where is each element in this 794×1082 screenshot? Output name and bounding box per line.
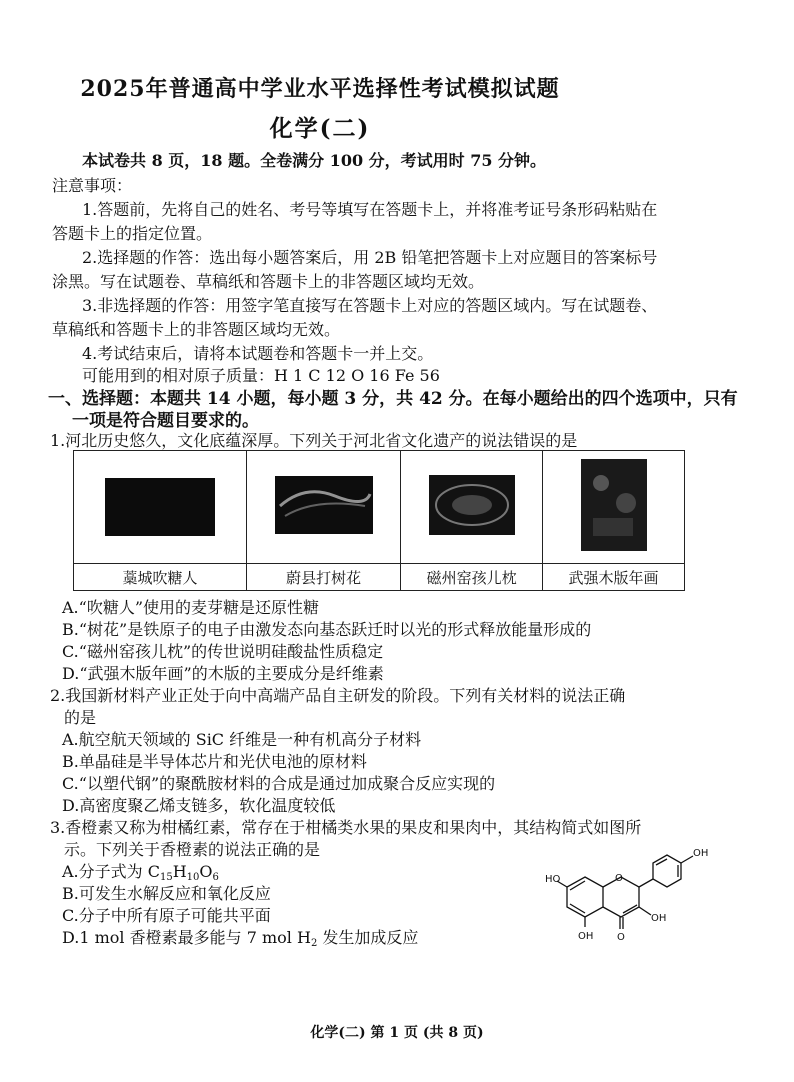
- section-heading: 一、选择题：本题共 14 小题，每小题 3 分，共 42 分。在每小题给出的四个选项中，只有: [48, 389, 738, 409]
- exam-title: 2025年普通高中学业水平选择性考试模拟试题: [80, 76, 560, 102]
- q2-option-d: D.高密度聚乙烯支链多，软化温度较低: [62, 796, 336, 815]
- heritage-photo-cell: [401, 451, 543, 564]
- iron-fireworks-photo: [275, 476, 373, 534]
- exam-subject: 化学(二): [269, 115, 371, 142]
- woodblock-print-photo: [571, 453, 657, 557]
- q3-option-c: C.分子中所有原子可能共平面: [62, 906, 271, 925]
- q3-option-d: D.1 mol 香橙素最多能与 7 mol $H_2$ 发生加成反应: [62, 928, 419, 949]
- atomic-mass-line: 可能用到的相对原子质量：H 1 C 12 O 16 Fe 56: [82, 366, 440, 385]
- caption-cell: 磁州窑孩儿枕: [401, 564, 543, 591]
- heritage-photo-cell: [74, 451, 247, 564]
- q2-option-c: C.“以塑代钢”的聚酰胺材料的合成是通过加成聚合反应实现的: [62, 774, 496, 793]
- section-heading-cont: 一项是符合题目要求的。: [72, 411, 259, 431]
- notice-heading: 注意事项：: [52, 176, 133, 195]
- kaempferol-structure-diagram: [545, 845, 715, 945]
- notice-line: 涂黑。写在试题卷、草稿纸和答题卡上的非答题区域均无效。: [52, 272, 485, 291]
- caption-cell: 武强木版年画: [543, 564, 685, 591]
- notice-line: 答题卡上的指定位置。: [52, 224, 213, 243]
- page-footer: 化学(二) 第 1 页 (共 8 页): [310, 1025, 484, 1041]
- heritage-image-table: [73, 450, 685, 591]
- ceramic-pillow-photo: [429, 475, 515, 535]
- q1-option-b: B.“树花”是铁原子的电子由激发态向基态跃迁时以光的形式释放能量形成的: [62, 620, 592, 639]
- notice-line: 草稿纸和答题卡上的非答题区域均无效。: [52, 320, 341, 339]
- notice-line: 3.非选择题的作答：用签字笔直接写在答题卡上对应的答题区域内。写在试题卷、: [82, 296, 658, 315]
- q1-option-c: C.“磁州窑孩儿枕”的传世说明硅酸盐性质稳定: [62, 642, 384, 661]
- oh-top-label: OH: [693, 848, 709, 859]
- heritage-photo-cell: [246, 451, 400, 564]
- exam-intro: 本试卷共 8 页，18 题。全卷满分 100 分，考试用时 75 分钟。: [82, 151, 547, 170]
- notice-line: 2.选择题的作答：选出每小题答案后，用 2B 铅笔把答题卡上对应题目的答案标号: [82, 248, 658, 267]
- q3-stem-cont: 示。下列关于香橙素的说法正确的是: [64, 840, 321, 859]
- q3-option-b: B.可发生水解反应和氧化反应: [62, 884, 271, 903]
- heritage-photo-cell: [543, 451, 685, 564]
- q1-option-a: A.“吹糖人”使用的麦芽糖是还原性糖: [62, 598, 320, 617]
- q1-option-d: D.“武强木版年画”的木版的主要成分是纤维素: [62, 664, 384, 683]
- sugar-blowing-photo: [105, 478, 215, 536]
- oh-right-label: OH: [651, 913, 667, 924]
- q2-option-a: A.航空航天领域的 SiC 纤维是一种有机高分子材料: [62, 730, 422, 749]
- carbonyl-o-label: O: [617, 932, 625, 943]
- notice-line: 1.答题前，先将自己的姓名、考号等填写在答题卡上，并将准考证号条形码粘贴在: [82, 200, 658, 219]
- caption-cell: 蔚县打树花: [246, 564, 400, 591]
- ho-left-label: HO: [545, 874, 561, 885]
- q1-stem: 1.河北历史悠久，文化底蕴深厚。下列关于河北省文化遗产的说法错误的是: [50, 431, 578, 450]
- q2-option-b: B.单晶硅是半导体芯片和光伏电池的原材料: [62, 752, 367, 771]
- q2-stem: 2.我国新材料产业正处于向中高端产品自主研发的阶段。下列有关材料的说法正确: [50, 686, 626, 705]
- q3-option-a: A.分子式为 $C_{15}H_{10}O_6$: [62, 862, 219, 883]
- caption-cell: 藁城吹糖人: [74, 564, 247, 591]
- notice-line: 4.考试结束后，请将本试题卷和答题卡一并上交。: [82, 344, 434, 363]
- q3-stem: 3.香橙素又称为柑橘红素，常存在于柑橘类水果的果皮和果肉中，其结构简式如图所: [50, 818, 642, 837]
- oh-bottom-left-label: OH: [578, 931, 594, 942]
- svg-text:O: O: [615, 873, 623, 884]
- q2-stem-cont: 的是: [64, 708, 97, 727]
